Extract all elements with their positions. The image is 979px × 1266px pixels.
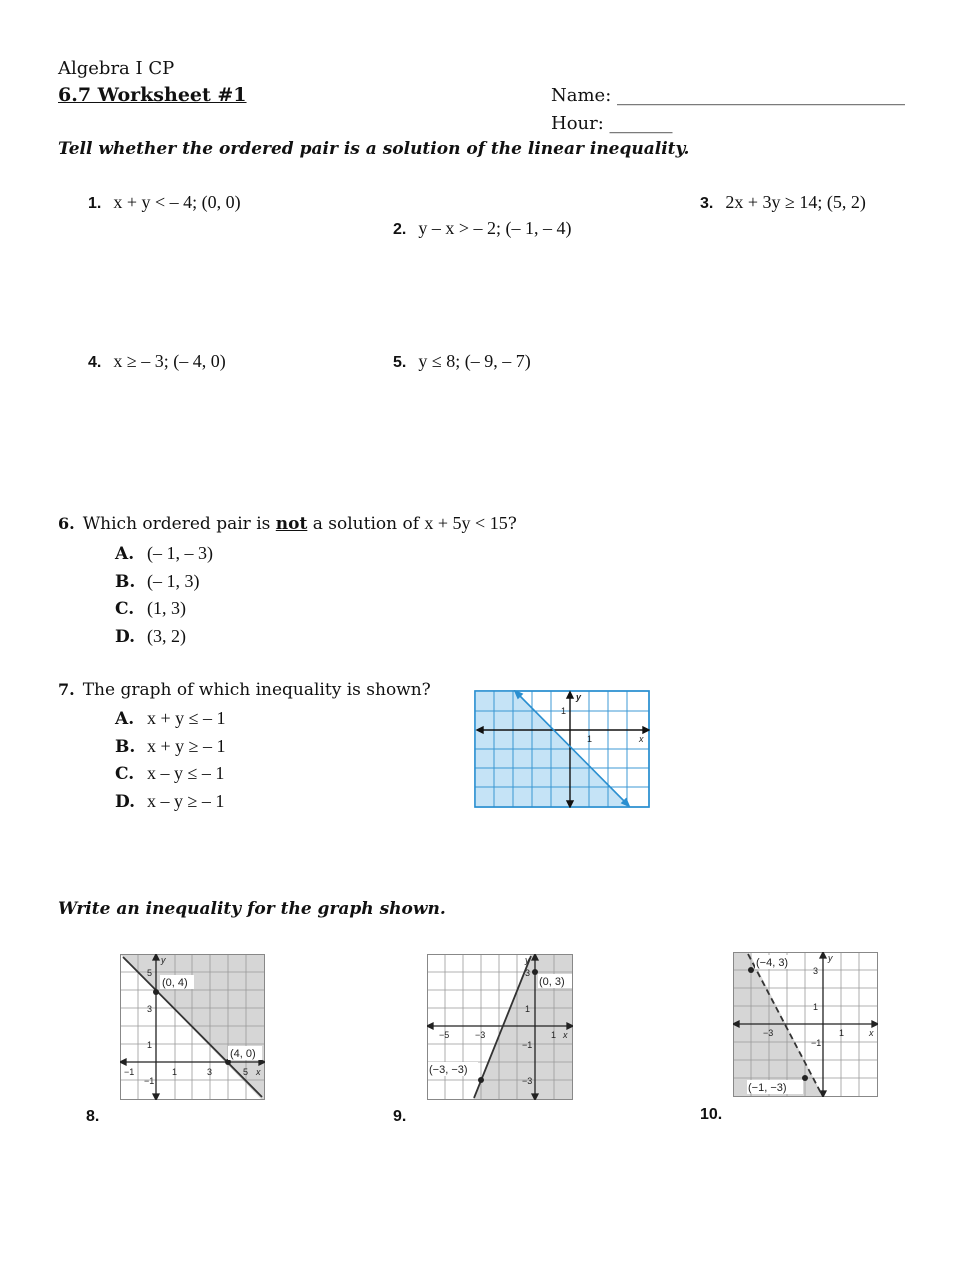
q7-choice-a[interactable]: [115, 708, 226, 729]
choice-label: A.: [115, 544, 135, 564]
worksheet-title: 6.7 Worksheet #1: [58, 84, 247, 106]
choice-label: D.: [115, 627, 136, 647]
problem-2: [393, 218, 571, 239]
problem-expression: 2x + 3y ≥ 14; (5, 2): [725, 192, 866, 212]
graph-9: [427, 954, 573, 1100]
problem-number: 3.: [700, 195, 714, 212]
choice-label: A.: [115, 709, 135, 729]
y-axis-label: y: [828, 953, 833, 963]
choice-text: x + y ≥ – 1: [147, 736, 226, 756]
problem-expression: x + y < – 4; (0, 0): [113, 192, 241, 212]
q6-choice-c[interactable]: [115, 598, 186, 619]
problem-expression: y ≤ 8; (– 9, – 7): [418, 351, 531, 371]
point-label-1: (0, 3): [539, 976, 565, 988]
y-tick-label: 5: [147, 968, 153, 978]
choice-label: C.: [115, 764, 135, 784]
question-text: Which ordered pair is: [82, 514, 276, 534]
x-tick-label: 3: [207, 1067, 213, 1077]
problem-number: 1.: [88, 195, 102, 212]
point-marker: [532, 969, 538, 975]
x-tick-label: −3: [763, 1028, 774, 1038]
y-tick-label: 3: [525, 968, 531, 978]
x-axis-label: x: [256, 1067, 261, 1077]
q7-choice-b[interactable]: [115, 736, 226, 757]
section1-instruction: Tell whether the ordered pair is a solution of the linear inequality.: [58, 139, 690, 159]
y-tick-label: 1: [813, 1002, 819, 1012]
question-7: [58, 680, 431, 700]
problem-3: [700, 192, 866, 213]
graph-8: [120, 954, 265, 1100]
choice-label: C.: [115, 599, 135, 619]
problem-number: 4.: [88, 354, 102, 371]
question-expression: x + 5y < 15: [424, 513, 508, 533]
problem-1: [88, 192, 241, 213]
problem-expression: y – x > – 2; (– 1, – 4): [418, 218, 572, 238]
question-text: The graph of which inequality is shown?: [82, 680, 431, 700]
point-label-2: (4, 0): [230, 1048, 256, 1060]
graph-10-number: 10.: [700, 1106, 723, 1123]
problem-5: [393, 351, 531, 372]
x-axis-label: x: [869, 1028, 874, 1038]
point-label-2: (−1, −3): [748, 1082, 787, 1094]
x-tick-label: −3: [475, 1030, 486, 1040]
y-axis-label: y: [576, 692, 582, 702]
y-axis-label: y: [161, 955, 166, 965]
section2-instruction: Write an inequality for the graph shown.: [58, 899, 446, 919]
y-tick-label: 1: [561, 706, 567, 716]
choice-label: B.: [115, 572, 136, 592]
question-6: [58, 513, 517, 534]
x-axis-label: x: [639, 734, 644, 744]
y-axis-label: y: [525, 955, 530, 965]
name-field[interactable]: Name: ________________________________: [551, 85, 905, 106]
y-tick-label: 1: [525, 1004, 531, 1014]
point-label-2: (−3, −3): [429, 1064, 468, 1076]
course-name: Algebra I CP: [58, 58, 175, 79]
q6-choice-a[interactable]: [115, 543, 213, 564]
choice-label: D.: [115, 792, 136, 812]
x-tick-label: 1: [172, 1067, 178, 1077]
hour-field[interactable]: Hour: _______: [551, 113, 673, 134]
x-tick-label: −5: [439, 1030, 450, 1040]
choice-text: x + y ≤ – 1: [147, 708, 226, 728]
problem-expression: x ≥ – 3; (– 4, 0): [113, 351, 226, 371]
q7-choice-d[interactable]: [115, 791, 224, 812]
choice-text: (1, 3): [147, 598, 186, 618]
x-tick-label: 1: [551, 1030, 557, 1040]
problem-number: 5.: [393, 354, 407, 371]
question-text-cont: a solution of: [307, 514, 425, 534]
emphasis-not: not: [275, 514, 308, 534]
y-tick-label: −1: [811, 1038, 822, 1048]
y-tick-label: 3: [147, 1004, 153, 1014]
x-tick-label: 1: [839, 1028, 845, 1038]
x-tick-label: 5: [243, 1067, 249, 1077]
question-mark: ?: [507, 514, 517, 534]
y-tick-label: −1: [522, 1040, 533, 1050]
graph-10: [733, 952, 878, 1097]
q7-graph: [474, 690, 650, 808]
y-tick-label: 1: [147, 1040, 153, 1050]
point-marker: [748, 967, 754, 973]
y-tick-label: −1: [144, 1076, 155, 1086]
point-marker: [153, 989, 159, 995]
choice-text: x – y ≥ – 1: [147, 791, 225, 811]
choice-text: (– 1, 3): [147, 571, 200, 591]
x-tick-label: 1: [587, 734, 593, 744]
graph-8-number: 8.: [86, 1108, 100, 1125]
point-label-1: (−4, 3): [756, 957, 789, 969]
question-number: 7.: [58, 680, 75, 699]
x-tick-label: −1: [124, 1067, 135, 1077]
q7-choice-c[interactable]: [115, 763, 224, 784]
y-tick-label: −3: [522, 1076, 533, 1086]
choice-text: x – y ≤ – 1: [147, 763, 225, 783]
question-number: 6.: [58, 514, 75, 533]
problem-number: 2.: [393, 221, 407, 238]
choice-text: (3, 2): [147, 626, 186, 646]
point-marker: [478, 1077, 484, 1083]
choice-label: B.: [115, 737, 136, 757]
x-axis-label: x: [563, 1030, 568, 1040]
q6-choice-b[interactable]: [115, 571, 200, 592]
q6-choice-d[interactable]: [115, 626, 186, 647]
y-tick-label: 3: [813, 966, 819, 976]
point-label-1: (0, 4): [162, 977, 188, 989]
graph-9-number: 9.: [393, 1108, 407, 1125]
problem-4: [88, 351, 226, 372]
choice-text: (– 1, – 3): [147, 543, 213, 563]
